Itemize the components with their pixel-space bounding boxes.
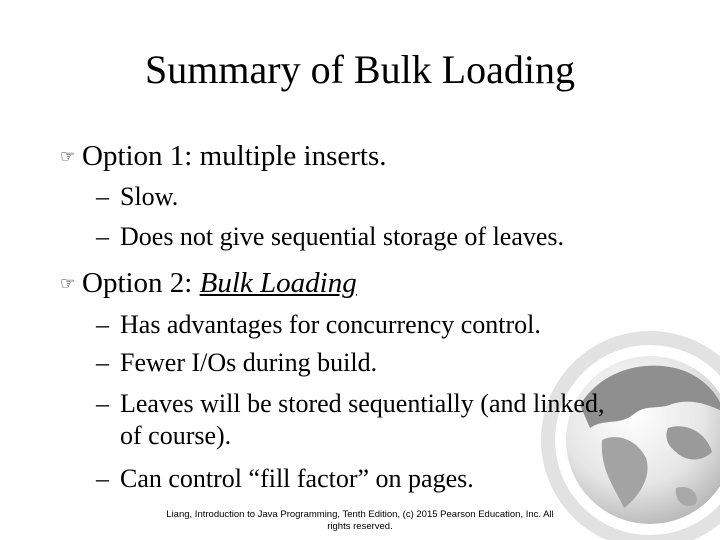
bullet-option-1 — [60, 139, 387, 174]
sub-bullet-text: Does not give sequential storage of leaves. — [120, 222, 565, 251]
slide-title: Summary of Bulk Loading — [145, 47, 575, 92]
dash-icon: – — [96, 348, 109, 377]
sub-bullet — [96, 181, 178, 213]
bullet-text: Option 2: — [82, 267, 200, 299]
dash-icon: – — [96, 464, 109, 493]
sub-bullet-text: Leaves will be stored sequentially (and linked, — [120, 389, 605, 418]
sub-bullet-continuation: of course). — [120, 421, 232, 450]
sub-bullet-text: Fewer I/Os during build. — [120, 348, 378, 377]
sub-bullet — [96, 309, 541, 341]
footer-line: Liang, Introduction to Java Programming, Tenth Edition, (c) 2015 Pearson Education, Inc. All — [166, 509, 554, 520]
sub-bullet-text: Slow. — [120, 182, 179, 211]
sub-bullet — [96, 388, 604, 452]
bulk-loading-emphasis: Bulk Loading — [199, 267, 357, 299]
dash-icon: – — [96, 310, 109, 339]
sub-bullet-text: Can control “fill factor” on pages. — [120, 464, 474, 493]
dash-icon: – — [96, 222, 109, 251]
footer-line: rights reserved. — [327, 521, 393, 532]
pointing-hand-icon: ☞ — [60, 274, 76, 293]
dash-icon: – — [96, 182, 109, 211]
bullet-option-2 — [60, 266, 357, 301]
sub-bullet — [96, 463, 474, 495]
bullet-text: Option 1: multiple inserts. — [82, 140, 387, 172]
sub-bullet — [96, 347, 377, 379]
sub-bullet-text: Has advantages for concurrency control. — [120, 310, 541, 339]
copyright-footer — [120, 509, 600, 533]
dash-icon: – — [96, 389, 109, 418]
pointing-hand-icon: ☞ — [60, 147, 76, 166]
sub-bullet — [96, 221, 564, 253]
